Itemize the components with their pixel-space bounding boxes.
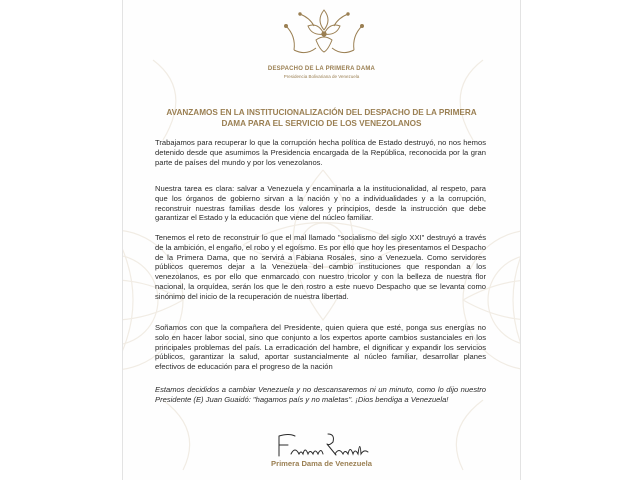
paragraph-3: Tenemos el reto de reconstruir lo que el mal llamado "socialismo del siglo XXI" destruyó a través de la ambición, el engaño, el robo y el egoísmo. Es por ello que hoy les presentamos el Despacho de la Primera Dama, que no servirá a Fabiana Rosales, sino a Venezuela. Como servidores públicos queremos dejar a la Venezuela del cambio instituciones que respondan a los venezolanos, es por ello que enmarcado con nuestro tricolor y con la belleza de nuestra flor nacional, la orquídea, serán los que le den rostro a este nuevo Despacho que se levanta como sinónimo del inicio de la recuperación de nuestra libertad. <box>155 233 486 301</box>
signatory-title: Primera Dama de Venezuela <box>271 459 372 468</box>
org-subtitle: Presidencia Bolivariana de Venezuela <box>283 74 360 79</box>
paragraph-5-closing: Estamos decididos a cambiar Venezuela y no descansaremos ni un minuto, como lo dijo nuestro Presidente (E) Juan Guaidó: "hagamos país y no maletas". ¡Dios bendiga a Venezuela! <box>155 385 486 404</box>
orchid-flower-logo <box>276 6 372 64</box>
paragraph-2: Nuestra tarea es clara: salvar a Venezuela y encaminarla a la institucionalidad, al respeto, para que los órganos de gobierno sirvan a la nación y no a individualidades y a la corrupción, reconstruir nuestras familias desde los valores y principios, desde la instrucción que debe garantizar el Estado y la educación que viene del núcleo familiar. <box>155 184 486 223</box>
org-name: DESPACHO DE LA PRIMERA DAMA <box>267 66 376 72</box>
paragraph-4: Soñamos con que la compañera del Presidente, quien quiera que esté, ponga sus energías no solo en hacer labor social, sino que conjunto a los expertos aporte cambios sustanciales en los principales problemas del país. La erradicación del hambre, el dignificar y expandir los servicios públicos, garantizar la salud, aportar sustancialmente al núcleo familiar, desarrollar planes efectivos de educación para el progreso de la nación <box>155 323 486 372</box>
letter-page <box>122 0 521 480</box>
handwritten-signature <box>273 430 373 460</box>
letter-headline: AVANZAMOS EN LA INSTITUCIONALIZACIÓN DEL DESPACHO DE LA PRIMERA DAMA PARA EL SERVICIO DE LOS VENEZOLANOS <box>166 108 477 128</box>
paragraph-1: Trabajamos para recuperar lo que la corrupción hecha política de Estado destruyó, no nos hemos detenido desde que asumimos la Presidencia encargada de la República, reconocida por la gran parte de países del mundo y por los venezolanos. <box>155 138 486 167</box>
